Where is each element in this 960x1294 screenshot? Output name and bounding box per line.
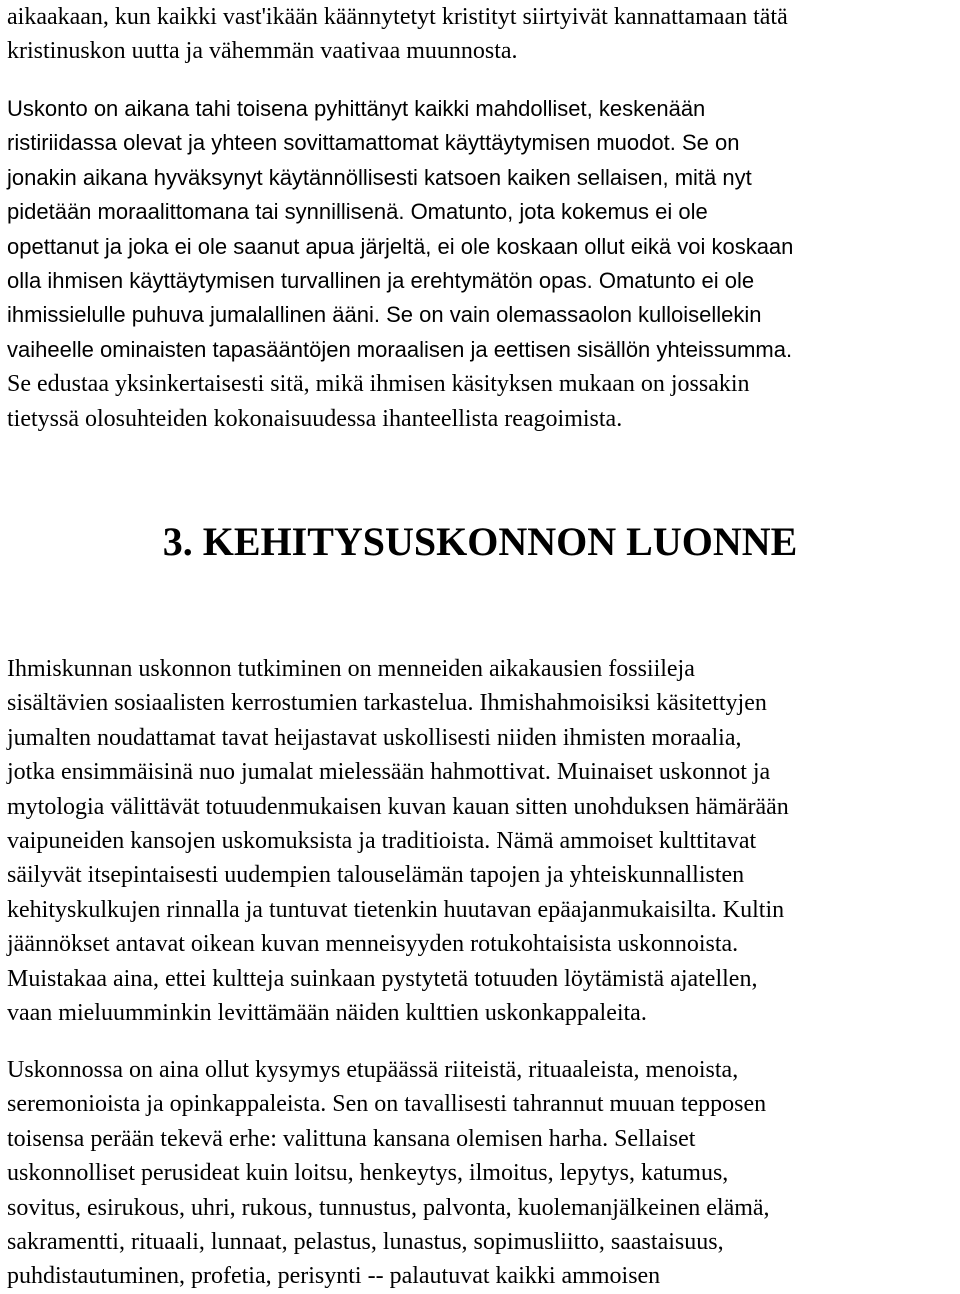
text-line: ihmissielulle puhuva jumalallinen ääni. Se on vain olemassaolon kulloisellekin (7, 302, 762, 328)
text-line: jumalten noudattamat tavat heijastavat uskollisesti niiden ihmisten moraalia, (7, 724, 742, 751)
text-line: sisältävien sosiaalisten kerrostumien tarkastelua. Ihmishahmoisiksi käsitettyjen (7, 690, 767, 717)
text-line: Uskonnossa on aina ollut kysymys etupäässä riiteistä, rituaaleista, menoista, (7, 1057, 739, 1083)
paragraph-religion-study (7, 652, 789, 1030)
text-line: uskonnolliset perusideat kuin loitsu, henkeytys, ilmoitus, lepytys, katumus, (7, 1160, 729, 1187)
text-line: ristiriidassa olevat ja yhteen sovittamattomat käyttäytymisen muodot. Se on (7, 130, 740, 156)
text-line: mytologia välittävät totuudenmukaisen kuvan kauan sitten unohduksen hämärään (7, 793, 789, 820)
text-line: jotka ensimmäisinä nuo jumalat mielessään hahmottivat. Muinaiset uskonnot ja (7, 759, 771, 786)
section-heading: 3. KEHITYSUSKONNON LUONNE (162, 519, 798, 564)
text-line: vaiheelle ominaisten tapasääntöjen moraalisen ja eettisen sisällön yhteissumma. (7, 336, 793, 362)
text-line: kristinuskon uutta ja vähemmän vaativaa muunnosta. (7, 38, 518, 65)
paragraph-conscience (7, 92, 793, 436)
paragraph-intro (7, 0, 788, 69)
text-line: sakramentti, rituaali, lunnaat, pelastus, lunastus, sopimusliitto, saastaisuus, (7, 1228, 724, 1255)
text-line: tietyssä olosuhteiden kokonaisuudessa ihanteellista reagoimista. (7, 405, 623, 432)
text-line: vaan mieluumminkin levittämään näiden kulttien uskonkappaleita. (7, 999, 647, 1026)
text-line: seremonioista ja opinkappaleista. Sen on tavallisesti tahrannut muuan tepposen (7, 1091, 767, 1118)
text-line: opettanut ja joka ei ole saanut apua järjeltä, ei ole koskaan ollut eikä voi koskaan (7, 233, 794, 259)
text-line: jonakin aikana hyväksynyt käytännöllisesti katsoen kaiken sellaisen, mitä nyt (7, 164, 752, 190)
text-line: pidetään moraalittomana tai synnillisenä. Omatunto, jota kokemus ei ole (7, 199, 708, 225)
text-line: puhdistautuminen, profetia, perisynti -- palautuvat kaikki ammoisen (7, 1263, 661, 1290)
text-line: jäännökset antavat oikean kuvan menneisyyden rotukohtaisista uskonnoista. (7, 931, 739, 958)
text-line: Se edustaa yksinkertaisesti sitä, mikä ihmisen käsityksen mukaan on jossakin (7, 371, 750, 398)
paragraph-rituals (7, 1053, 770, 1294)
text-line: olla ihmisen käyttäytymisen turvallinen ja erehtymätön opas. Omatunto ei ole (7, 267, 755, 293)
text-line: Muistakaa aina, ettei kultteja suinkaan pystytetä totuuden löytämistä ajatellen, (7, 965, 758, 992)
text-line: säilyvät itsepintaisesti uudempien talouselämän tapojen ja yhteiskunnallisten (7, 862, 745, 889)
text-line: Ihmiskunnan uskonnon tutkiminen on menneiden aikakausien fossiileja (7, 656, 695, 682)
text-line: sovitus, esirukous, uhri, rukous, tunnustus, palvonta, kuolemanjälkeinen elämä, (7, 1194, 770, 1221)
text-line: kehityskulkujen rinnalla ja tuntuvat tietenkin huutavan epäajanmukaisilta. Kultin (7, 896, 785, 923)
text-line: Uskonto on aikana tahi toisena pyhittänyt kaikki mahdolliset, keskenään (7, 96, 706, 121)
text-line: toisensa perään tekevä erhe: valittuna kansana olemisen harha. Sellaiset (7, 1125, 696, 1152)
text-line: aikaakaan, kun kaikki vast'ikään käännytetyt kristityt siirtyivät kannattamaan tätä (7, 4, 788, 30)
text-line: vaipuneiden kansojen uskomuksista ja traditioista. Nämä ammoiset kulttitavat (7, 827, 757, 854)
